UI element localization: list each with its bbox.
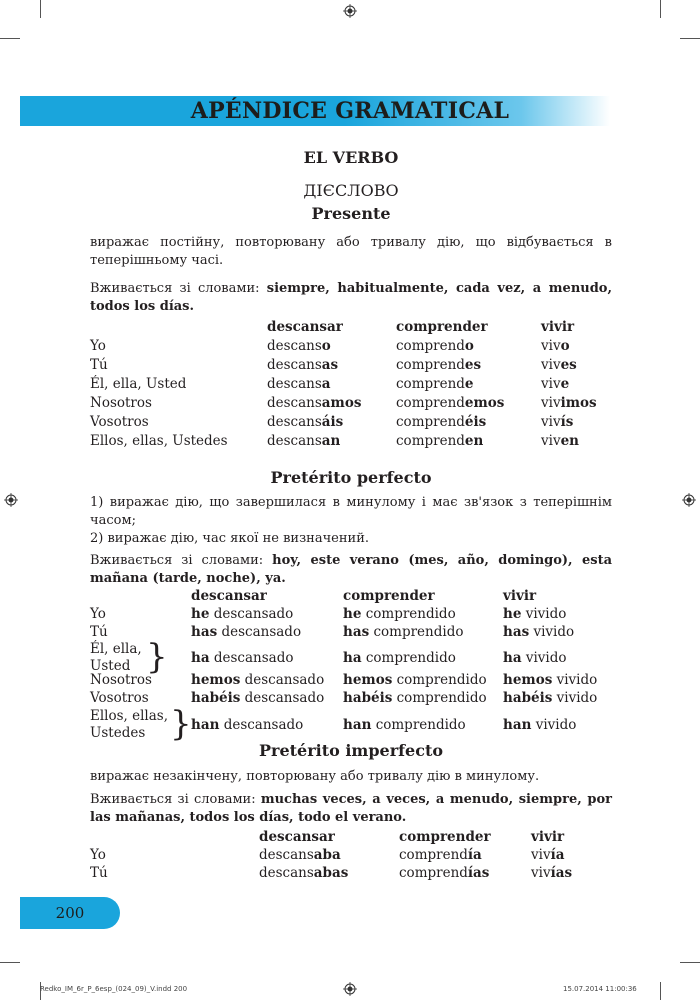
pronoun: Nosotros <box>90 395 152 411</box>
stem: comprend <box>396 433 465 449</box>
stem: viv <box>531 847 551 863</box>
conjugation <box>541 375 569 393</box>
stem: descans <box>259 847 314 863</box>
conjugation <box>503 671 597 689</box>
conjugation <box>396 413 486 431</box>
ending: o <box>560 338 570 354</box>
footer-date: 15.07.2014 11:00:36 <box>563 985 637 993</box>
stem: descans <box>259 865 314 881</box>
pronoun: Él, ella, <box>90 641 142 657</box>
participle: vivido <box>525 606 567 622</box>
auxiliary: has <box>503 624 530 640</box>
column-header: comprender <box>343 588 435 604</box>
ending: ías <box>467 865 490 881</box>
participle: vivido <box>556 690 598 706</box>
conjugation <box>259 846 341 864</box>
pronoun: Vosotros <box>90 414 149 430</box>
conjugation <box>541 394 597 412</box>
column-header: vivir <box>503 588 537 604</box>
ending: o <box>321 338 331 354</box>
ending: a <box>321 376 331 392</box>
stem: descans <box>267 433 322 449</box>
conjugation <box>503 649 567 667</box>
conjugation <box>267 375 331 393</box>
stem: descans <box>267 395 322 411</box>
conjugation <box>267 356 338 374</box>
participle: descansado <box>213 606 294 622</box>
auxiliary: ha <box>343 650 362 666</box>
auxiliary: he <box>503 606 522 622</box>
stem: comprend <box>399 847 468 863</box>
stem: comprend <box>396 395 465 411</box>
brace-icon: } <box>170 704 192 744</box>
auxiliary: he <box>191 606 210 622</box>
conjugation <box>191 671 324 689</box>
ending: aba <box>313 847 341 863</box>
participle: comprendido <box>373 624 464 640</box>
ending: abas <box>313 865 349 881</box>
pronoun: Yo <box>90 606 106 622</box>
participle: descansado <box>223 717 304 733</box>
auxiliary: han <box>343 717 372 733</box>
page-number: 200 <box>20 897 120 929</box>
conjugation <box>396 432 483 450</box>
stem: descans <box>267 376 322 392</box>
auxiliary: habéis <box>343 690 393 706</box>
page-title: APÉNDICE GRAMATICAL <box>190 98 510 124</box>
auxiliary: has <box>343 624 370 640</box>
stem: viv <box>541 376 561 392</box>
stem: descans <box>267 414 322 430</box>
conjugation <box>191 689 324 707</box>
conjugation <box>541 432 579 450</box>
participle: vivido <box>533 624 575 640</box>
crop-mark <box>0 38 20 39</box>
conjugation <box>343 671 487 689</box>
stem: viv <box>541 414 561 430</box>
usage-words: hoy, este verano (mes, año, domingo), esta mañana (tarde, noche), ya. <box>90 553 612 586</box>
auxiliary: hemos <box>191 672 241 688</box>
stem: comprend <box>396 414 465 430</box>
pronoun: Tú <box>90 865 108 881</box>
column-header: vivir <box>541 319 575 335</box>
pronoun: Nosotros <box>90 672 152 688</box>
crop-mark <box>40 0 41 18</box>
usage-prefix: Вживається зі словами: <box>90 792 261 807</box>
pronoun: Tú <box>90 624 108 640</box>
section-heading: EL VERBO <box>303 148 399 167</box>
pronoun: Ellos, ellas, Ustedes <box>90 433 228 449</box>
stem: descans <box>267 338 322 354</box>
ending: imos <box>560 395 597 411</box>
conjugation <box>396 394 504 412</box>
crop-mark <box>660 0 661 18</box>
pronoun: Yo <box>90 338 106 354</box>
auxiliary: han <box>503 717 532 733</box>
conjugation <box>191 649 293 667</box>
conjugation <box>343 605 456 623</box>
pronoun: Vosotros <box>90 690 149 706</box>
conjugation <box>396 375 474 393</box>
auxiliary: he <box>343 606 362 622</box>
presente-title: Presente <box>311 204 391 223</box>
conjugation <box>267 394 361 412</box>
auxiliary: has <box>191 624 218 640</box>
usage-words: muchas veces, a veces, a menudo, siempre, por las mañanas, todos los días, todo el verano. <box>90 792 613 825</box>
auxiliary: hemos <box>503 672 553 688</box>
conjugation <box>399 846 482 864</box>
conjugation <box>503 605 566 623</box>
registration-mark-icon <box>4 493 18 507</box>
ending: es <box>464 357 482 373</box>
brace-icon: } <box>146 637 168 677</box>
conjugation <box>267 337 331 355</box>
ending: emos <box>464 395 505 411</box>
conjugation <box>396 337 474 355</box>
auxiliary: habéis <box>503 690 553 706</box>
presente-usage <box>90 280 612 316</box>
conjugation <box>541 413 573 431</box>
ending: ís <box>560 414 574 430</box>
participle: descansado <box>244 672 325 688</box>
ending: en <box>560 433 579 449</box>
usage-prefix: Вживається зі словами: <box>90 281 267 296</box>
conjugation <box>267 432 340 450</box>
pronoun: Ustedes <box>90 725 146 741</box>
stem: viv <box>541 338 561 354</box>
conjugation <box>396 356 481 374</box>
participle: comprendido <box>365 606 456 622</box>
ending: amos <box>321 395 362 411</box>
pronoun: Usted <box>90 658 131 674</box>
pronoun: Yo <box>90 847 106 863</box>
crop-mark <box>0 962 20 963</box>
stem: viv <box>531 865 551 881</box>
usage-words: siempre, habitualmente, cada vez, a menudo, todos los días. <box>90 281 613 314</box>
auxiliary: ha <box>191 650 210 666</box>
conjugation <box>503 689 597 707</box>
conjugation <box>503 716 576 734</box>
perfecto-usage <box>90 552 612 588</box>
stem: comprend <box>396 357 465 373</box>
participle: vivido <box>525 650 567 666</box>
stem: viv <box>541 357 561 373</box>
auxiliary: ha <box>503 650 522 666</box>
conjugation <box>191 716 303 734</box>
stem: comprend <box>399 865 468 881</box>
ending: áis <box>321 414 344 430</box>
pronoun: Ellos, ellas, <box>90 708 169 724</box>
participle: comprendido <box>365 650 456 666</box>
presente-description: виражає постійну, повторювану або тривалу дію, що відбувається в теперішньому часі. <box>90 235 612 268</box>
perfecto-description-1: 1) виражає дію, що завершилася в минулому і має зв'язок з теперішнім часом; <box>90 495 612 528</box>
ending: ías <box>550 865 573 881</box>
pronoun: Él, ella, Usted <box>90 376 187 392</box>
stem: viv <box>541 433 561 449</box>
ending: o <box>464 338 474 354</box>
conjugation <box>343 649 456 667</box>
column-header: descansar <box>191 588 267 604</box>
ending: an <box>321 433 341 449</box>
column-header: comprender <box>396 319 488 335</box>
participle: vivido <box>556 672 598 688</box>
imperfecto-description: виражає незакінчену, повторювану або тривалу дію в минулому. <box>90 769 540 784</box>
conjugation <box>259 864 348 882</box>
conjugation <box>541 356 577 374</box>
ending: ía <box>550 847 565 863</box>
usage-prefix: Вживається зі словами: <box>90 553 273 568</box>
participle: comprendido <box>396 672 487 688</box>
stem: descans <box>267 357 322 373</box>
auxiliary: hemos <box>343 672 393 688</box>
conjugation <box>531 864 572 882</box>
auxiliary: han <box>191 717 220 733</box>
participle: descansado <box>244 690 325 706</box>
ending: as <box>321 357 339 373</box>
conjugation <box>191 623 301 641</box>
conjugation <box>343 689 487 707</box>
registration-mark-icon <box>682 493 696 507</box>
footer-file-info: Redko_IM_6r_P_6esp_(024_09)_V.indd 200 <box>40 985 188 993</box>
conjugation <box>503 623 574 641</box>
ending: es <box>560 357 577 373</box>
auxiliary: habéis <box>191 690 241 706</box>
column-header: descansar <box>267 319 343 335</box>
imperfecto-usage <box>90 791 612 827</box>
ending: e <box>560 376 570 392</box>
conjugation <box>191 605 293 623</box>
column-header: vivir <box>531 829 565 845</box>
conjugation <box>531 846 564 864</box>
stem: comprend <box>396 338 465 354</box>
perfecto-description-2: 2) виражає дію, час якої не визначений. <box>90 531 369 546</box>
stem: viv <box>541 395 561 411</box>
conjugation <box>267 413 343 431</box>
column-header: descansar <box>259 829 335 845</box>
participle: comprendido <box>396 690 487 706</box>
conjugation <box>343 623 463 641</box>
perfecto-title: Pretérito perfecto <box>270 468 432 487</box>
ending: éis <box>464 414 487 430</box>
conjugation <box>399 864 489 882</box>
conjugation <box>541 337 570 355</box>
registration-mark-icon <box>343 4 357 18</box>
crop-mark <box>660 982 661 1000</box>
pronoun: Tú <box>90 357 108 373</box>
ending: e <box>464 376 474 392</box>
participle: vivido <box>535 717 577 733</box>
registration-mark-icon <box>343 982 357 996</box>
ending: ía <box>467 847 482 863</box>
participle: comprendido <box>375 717 466 733</box>
column-header: comprender <box>399 829 491 845</box>
conjugation <box>343 716 466 734</box>
participle: descansado <box>221 624 302 640</box>
crop-mark <box>680 962 700 963</box>
imperfecto-title: Pretérito imperfecto <box>258 741 444 760</box>
participle: descansado <box>213 650 294 666</box>
stem: comprend <box>396 376 465 392</box>
crop-mark <box>680 38 700 39</box>
section-subheading: ДІЄСЛОВО <box>303 181 399 200</box>
ending: en <box>464 433 484 449</box>
